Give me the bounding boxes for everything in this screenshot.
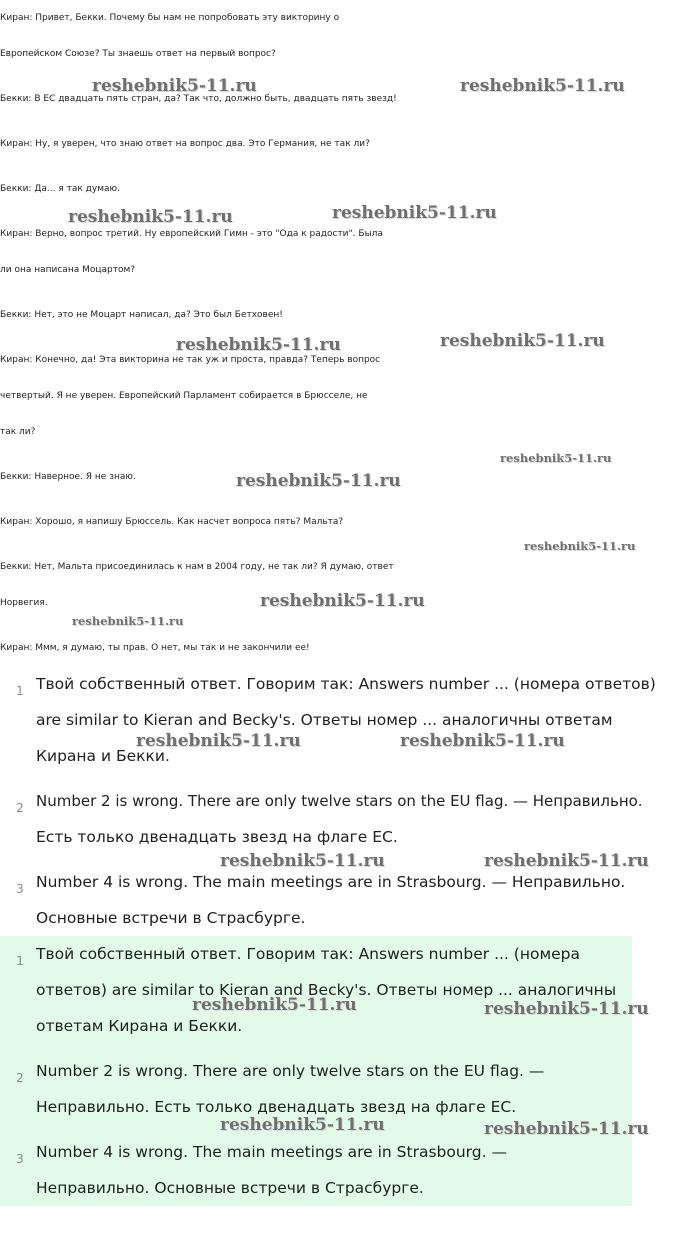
watermark: reshebnik5-11.ru (484, 851, 649, 871)
list-number: 1 (16, 684, 24, 698)
watermark: reshebnik5-11.ru (500, 451, 612, 465)
dialogue-line: Бекки: Нет, Мальта присоединилась к нам в 2004 году, не так ли? Я думаю, ответ (0, 562, 394, 572)
dialogue-line: Киран: Конечно, да! Эта викторина не так уж и проста, правда? Теперь вопрос (0, 355, 381, 365)
watermark: reshebnik5-11.ru (220, 851, 385, 871)
list-line: Твой собственный ответ. Говорим так: Answers number ... (номера (36, 945, 581, 963)
list-line: ответов) are similar to Kieran and Becky's. Ответы номер ... аналогичны (36, 981, 617, 999)
dialogue-line: Европейском Союзе? Ты знаешь ответ на первый вопрос? (0, 49, 276, 59)
list-number: 3 (16, 1152, 24, 1166)
list-number: 1 (16, 954, 24, 968)
dialogue-line: Бекки: Наверное. Я не знаю. (0, 472, 136, 482)
dialogue-line: так ли? (0, 427, 36, 437)
watermark: reshebnik5-11.ru (524, 539, 636, 553)
list-line: are similar to Kieran and Becky's. Ответы номер ... аналогичны ответам (36, 711, 613, 729)
list-line: Number 2 is wrong. There are only twelve stars on the EU flag. — (36, 1062, 545, 1080)
watermark: reshebnik5-11.ru (72, 614, 184, 628)
watermark: reshebnik5-11.ru (484, 999, 649, 1019)
list-line: Неправильно. Есть только двенадцать звезд на флаге ЕС. (36, 1098, 517, 1116)
list-number: 2 (16, 801, 24, 815)
watermark: reshebnik5-11.ru (332, 203, 497, 223)
watermark: reshebnik5-11.ru (176, 335, 341, 355)
watermark: reshebnik5-11.ru (484, 1119, 649, 1139)
list-line: Number 4 is wrong. The main meetings are in Strasbourg. — (36, 1143, 507, 1161)
list-number: 2 (16, 1071, 24, 1085)
dialogue-line: Киран: Привет, Бекки. Почему бы нам не попробовать эту викторину о (0, 13, 340, 23)
watermark: reshebnik5-11.ru (136, 731, 301, 751)
watermark: reshebnik5-11.ru (236, 471, 401, 491)
watermark: reshebnik5-11.ru (460, 76, 625, 96)
dialogue-line: Бекки: В ЕС двадцать пять стран, да? Так что, должно быть, двадцать пять звезд! (0, 94, 397, 104)
list-number: 3 (16, 882, 24, 896)
watermark: reshebnik5-11.ru (440, 331, 605, 351)
dialogue-line: Киран: Ну, я уверен, что знаю ответ на вопрос два. Это Германия, не так ли? (0, 139, 370, 149)
dialogue-line: Киран: Хорошо, я напишу Брюссель. Как насчет вопроса пять? Мальта? (0, 517, 344, 527)
dialogue-line: Бекки: Нет, это не Моцарт написал, да? Это был Бетховен! (0, 310, 283, 320)
watermark: reshebnik5-11.ru (400, 731, 565, 751)
watermark: reshebnik5-11.ru (68, 207, 233, 227)
list-line: Number 4 is wrong. The main meetings are in Strasbourg. — Неправильно. (36, 873, 626, 891)
watermark: reshebnik5-11.ru (220, 1115, 385, 1135)
list-line: Неправильно. Основные встречи в Страсбурге. (36, 1179, 424, 1197)
list-line: Кирана и Бекки. (36, 747, 170, 765)
list-line: Твой собственный ответ. Говорим так: Answers number ... (номера ответов) (36, 675, 656, 693)
dialogue-line: Бекки: Да... я так думаю. (0, 184, 120, 194)
dialogue-line: Норвегия. (0, 598, 48, 608)
watermark: reshebnik5-11.ru (260, 591, 425, 611)
dialogue-line: ли она написана Моцартом? (0, 265, 136, 275)
list-line: Есть только двенадцать звезд на флаге ЕС. (36, 828, 398, 846)
list-line: Основные встречи в Страсбурге. (36, 909, 306, 927)
dialogue-line: Киран: Ммм, я думаю, ты прав. О нет, мы так и не закончили ее! (0, 643, 310, 653)
dialogue-line: четвертый. Я не уверен. Европейский Парламент собирается в Брюсселе, не (0, 391, 368, 401)
dialogue-line: Киран: Верно, вопрос третий. Ну европейский Гимн - это "Ода к радости". Была (0, 229, 383, 239)
list-line: ответам Кирана и Бекки. (36, 1017, 243, 1035)
list-line: Number 2 is wrong. There are only twelve stars on the EU flag. — Неправильно. (36, 792, 643, 810)
watermark: reshebnik5-11.ru (192, 995, 357, 1015)
watermark: reshebnik5-11.ru (92, 76, 257, 96)
